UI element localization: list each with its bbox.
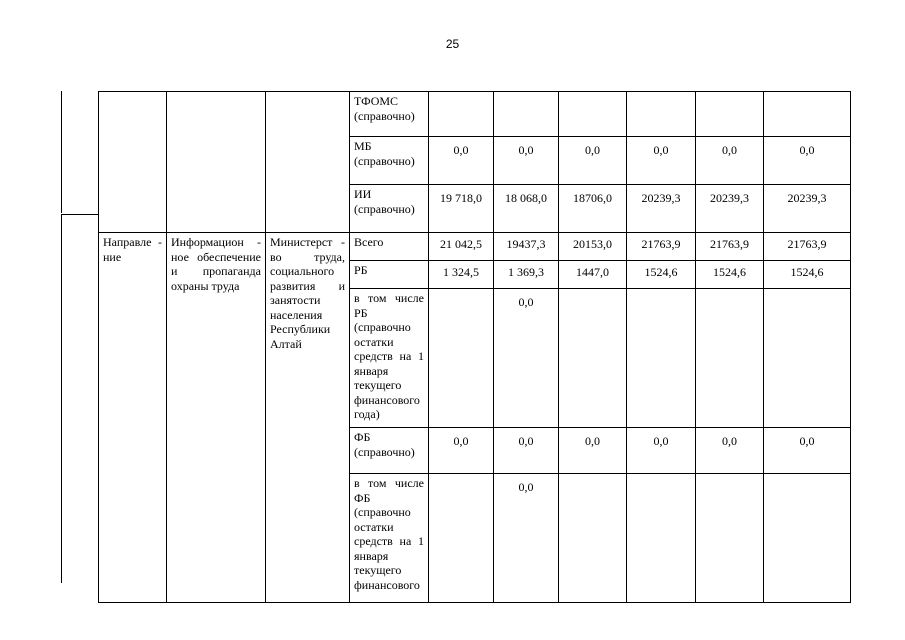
value-cell: 0,0 — [494, 474, 559, 603]
value-cell — [696, 289, 764, 428]
value-cell — [764, 92, 851, 137]
source-label: МБ (справочно) — [350, 137, 429, 185]
page-number: 25 — [445, 37, 460, 51]
value-cell: 21 042,5 — [429, 233, 494, 261]
funding-table — [98, 91, 851, 603]
source-label: РБ — [350, 261, 429, 289]
row-separator — [61, 214, 98, 215]
value-cell — [627, 474, 696, 603]
table-row — [99, 92, 851, 137]
value-cell — [559, 474, 627, 603]
value-cell: 0,0 — [494, 137, 559, 185]
value-cell — [429, 289, 494, 428]
value-cell: 18 068,0 — [494, 185, 559, 233]
source-label: ТФОМС (справочно) — [350, 92, 429, 137]
value-cell: 20239,3 — [764, 185, 851, 233]
value-cell — [764, 474, 851, 603]
source-label: ИИ (справочно) — [350, 185, 429, 233]
value-cell: 19437,3 — [494, 233, 559, 261]
value-cell: 20239,3 — [696, 185, 764, 233]
value-cell: 1447,0 — [559, 261, 627, 289]
empty-cell — [167, 92, 266, 233]
value-cell: 20239,3 — [627, 185, 696, 233]
value-cell — [764, 289, 851, 428]
value-cell — [696, 92, 764, 137]
source-label: Всего — [350, 233, 429, 261]
source-label: в том числе ФБ (справочно остатки средств на 1 января текущего финансового — [350, 474, 429, 603]
value-cell: 21763,9 — [627, 233, 696, 261]
value-cell: 21763,9 — [696, 233, 764, 261]
value-cell — [429, 474, 494, 603]
block-executor-cell: Министерст - во труда, социального развития и занятости населения Республики Алтай — [266, 233, 350, 603]
value-cell: 0,0 — [494, 289, 559, 428]
value-cell: 0,0 — [559, 428, 627, 474]
table-row — [99, 233, 851, 261]
value-cell: 18706,0 — [559, 185, 627, 233]
value-cell: 1 369,3 — [494, 261, 559, 289]
value-cell: 0,0 — [764, 428, 851, 474]
source-label: ФБ (справочно) — [350, 428, 429, 474]
value-cell: 0,0 — [696, 428, 764, 474]
value-cell — [429, 92, 494, 137]
value-cell: 0,0 — [429, 137, 494, 185]
value-cell: 0,0 — [627, 428, 696, 474]
value-cell — [559, 92, 627, 137]
value-cell: 1524,6 — [696, 261, 764, 289]
value-cell: 0,0 — [559, 137, 627, 185]
source-label: в том числе РБ (справочно остатки средств на 1 января текущего финансового года) — [350, 289, 429, 428]
value-cell — [494, 92, 559, 137]
block-title-cell: Информацион - ное обеспечение и пропаганда охраны труда — [167, 233, 266, 603]
value-cell: 19 718,0 — [429, 185, 494, 233]
left-margin-rule — [61, 215, 62, 583]
value-cell: 20153,0 — [559, 233, 627, 261]
value-cell: 0,0 — [696, 137, 764, 185]
value-cell: 0,0 — [627, 137, 696, 185]
value-cell — [696, 474, 764, 603]
empty-cell — [99, 92, 167, 233]
value-cell: 0,0 — [494, 428, 559, 474]
funding-table-container — [98, 91, 851, 603]
value-cell: 0,0 — [429, 428, 494, 474]
value-cell: 21763,9 — [764, 233, 851, 261]
block-type-cell: Направле - ние — [99, 233, 167, 603]
value-cell: 1 324,5 — [429, 261, 494, 289]
value-cell: 0,0 — [764, 137, 851, 185]
left-margin-rule — [61, 91, 62, 213]
value-cell — [627, 92, 696, 137]
value-cell: 1524,6 — [627, 261, 696, 289]
value-cell: 1524,6 — [764, 261, 851, 289]
empty-cell — [266, 92, 350, 233]
value-cell — [559, 289, 627, 428]
value-cell — [627, 289, 696, 428]
